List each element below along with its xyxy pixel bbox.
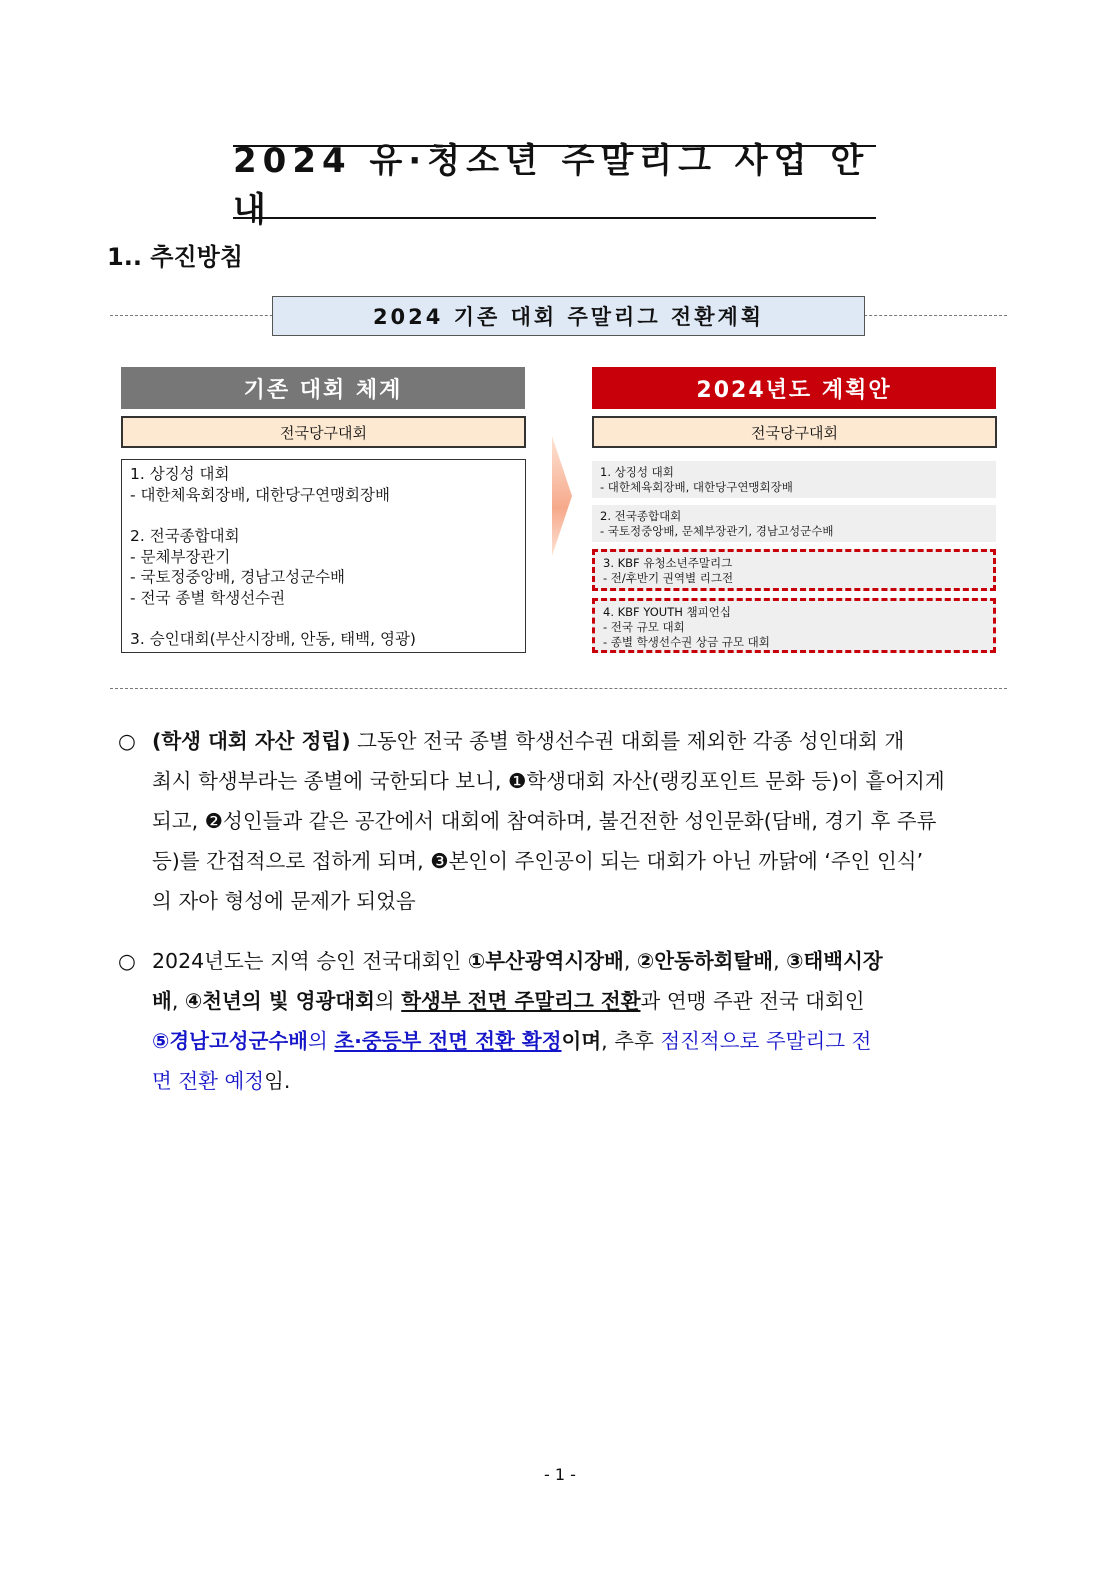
text: ⑤경남고성군수배 <box>152 1029 308 1053</box>
plan-box-title: 3. KBF 유청소년주말리그 <box>603 556 733 570</box>
text: ①부산광역시장배 <box>467 949 624 973</box>
text: 학생부 전면 주말리그 전환 <box>401 989 641 1013</box>
text: ③태백시장 <box>786 949 883 973</box>
text: 과 연맹 주관 전국 대회인 <box>640 989 865 1013</box>
list-item: - 전국 종별 학생선수권 <box>130 588 286 607</box>
plan-box-title: 4. KBF YOUTH 챔피언십 <box>603 605 731 619</box>
list-item: - 대한체육회장배, 대한당구연맹회장배 <box>130 485 390 504</box>
list-item: - 문체부장관기 <box>130 547 231 566</box>
bullet: ○ <box>118 729 136 753</box>
paragraph-2 <box>118 941 1003 1101</box>
text: 임. <box>264 1069 291 1093</box>
list-item: 3. 승인대회(부산시장배, 안동, 태백, 영광) <box>130 630 416 648</box>
text: 본인이 주인공이 되는 대회가 아닌 까닭에 ‘주인 인식’ <box>448 849 924 873</box>
text: 최시 학생부라는 종별에 국한되다 보니, <box>152 769 508 793</box>
plan-title: 2024 기존 대회 주말리그 전환계획 <box>272 296 865 336</box>
text: 면 전환 예정 <box>152 1069 265 1093</box>
plan-box-title: 1. 상징성 대회 <box>600 465 674 479</box>
text: 의 자아 형성에 문제가 되었음 <box>152 889 416 913</box>
plan-box-2 <box>592 505 996 542</box>
page-title: 2024 유·청소년 주말리그 사업 안내 <box>233 145 876 219</box>
left-panel-header: 기존 대회 체계 <box>121 367 525 409</box>
marker: ❸ <box>430 849 449 873</box>
left-panel-subheader: 전국당구대회 <box>121 416 526 448</box>
text: 점진적으로 주말리그 전 <box>660 1029 872 1053</box>
text: 그동안 전국 종별 학생선수권 대회를 제외한 각종 성인대회 개 <box>350 729 905 753</box>
plan-box-line: - 전/후반기 권역별 리그전 <box>603 571 734 585</box>
paragraph-heading: (학생 대회 자산 정립) <box>152 729 351 753</box>
text: ④천년의 빛 영광대회 <box>184 989 375 1013</box>
text: 배 <box>152 989 172 1013</box>
text: , <box>623 949 637 973</box>
section-heading: 1.. 추진방침 <box>107 243 244 271</box>
text: 초·중등부 전면 전환 확정 <box>334 1029 562 1053</box>
text: 의 <box>374 989 402 1013</box>
left-panel-list <box>121 459 526 653</box>
text: 2024년도는 지역 승인 전국대회인 <box>152 949 468 973</box>
plan-box-4 <box>592 598 996 653</box>
right-panel-header: 2024년도 계획안 <box>592 367 996 409</box>
bullet: ○ <box>118 949 136 973</box>
right-panel-subheader: 전국당구대회 <box>592 416 997 448</box>
marker: ❷ <box>204 809 224 833</box>
plan-box-1 <box>592 461 996 498</box>
text: ②안동하회탈배 <box>636 949 774 973</box>
marker: ❶ <box>507 769 527 793</box>
list-item: - 국토정중앙배, 경남고성군수배 <box>130 568 346 586</box>
text: 의 <box>307 1029 335 1053</box>
plan-box-title: 2. 전국종합대회 <box>600 509 682 523</box>
divider <box>110 688 1007 689</box>
text: , <box>171 989 185 1013</box>
text: 되고, <box>152 809 205 833</box>
plan-box-line: - 종별 학생선수권 상금 규모 대회 <box>603 635 770 649</box>
list-item: 2. 전국종합대회 <box>130 527 240 545</box>
text: 등)를 간접적으로 접하게 되며, <box>152 849 431 873</box>
arrow-right-icon <box>552 436 572 556</box>
plan-box-line: - 전국 규모 대회 <box>603 620 685 634</box>
list-item: 1. 상징성 대회 <box>130 465 230 483</box>
text: 성인들과 같은 공간에서 대회에 참여하며, 불건전한 성인문화(담배, 경기 후 주류 <box>223 809 937 833</box>
text: , <box>773 949 787 973</box>
text: 학생대회 자산(랭킹포인트 문화 등)이 흩어지게 <box>526 769 945 793</box>
plan-box-3 <box>592 549 996 591</box>
plan-box-line: - 국토정중앙배, 문체부장관기, 경남고성군수배 <box>600 524 834 538</box>
paragraph-1 <box>118 721 1003 921</box>
page-number: - 1 - <box>544 1465 576 1484</box>
text: , 추후 <box>601 1029 661 1053</box>
plan-box-line: - 대한체육회장배, 대한당구연맹회장배 <box>600 480 793 494</box>
text: 이며 <box>561 1029 602 1053</box>
